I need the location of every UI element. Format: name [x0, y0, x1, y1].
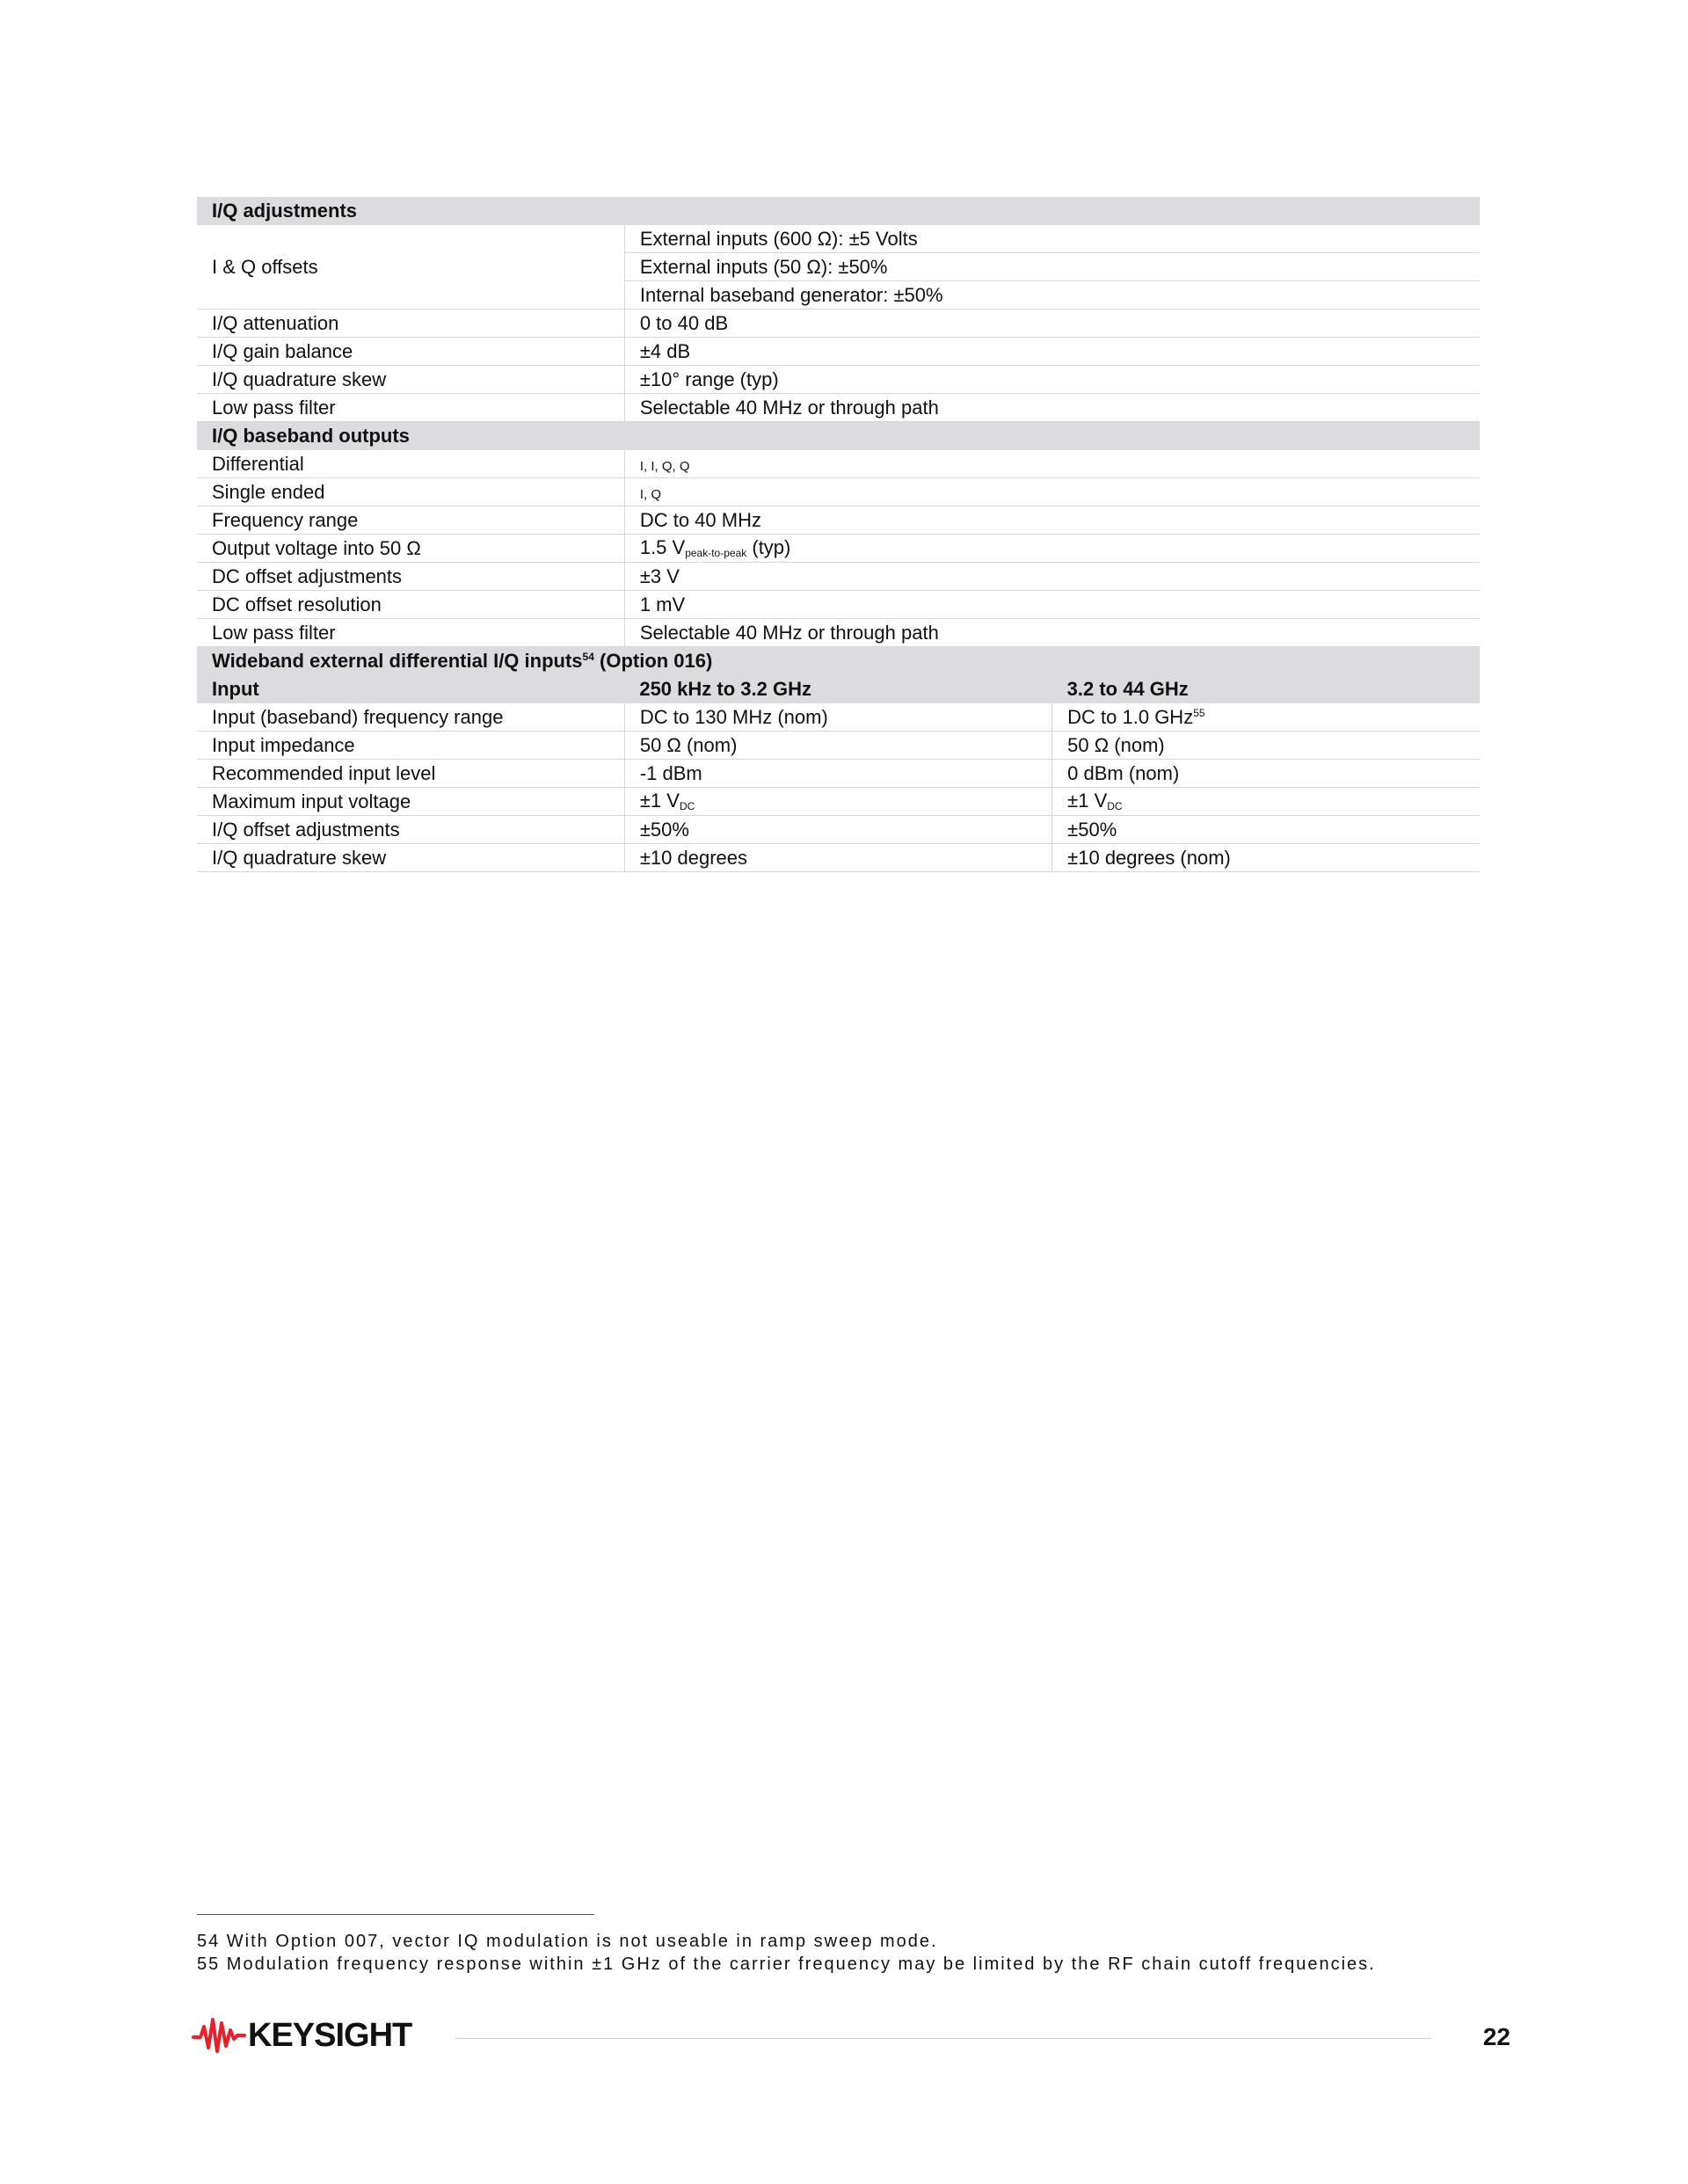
column-header-low-band: 250 kHz to 3.2 GHz	[624, 675, 1051, 703]
footnote-divider	[197, 1914, 594, 1915]
row-label: DC offset adjustments	[197, 563, 624, 591]
row-label: I/Q quadrature skew	[197, 844, 624, 872]
row-label: Low pass filter	[197, 619, 624, 647]
table-row	[197, 732, 1480, 760]
max-voltage-high: ±1 V	[1067, 790, 1108, 812]
output-voltage-main: 1.5 V	[639, 536, 686, 558]
row-label: Maximum input voltage	[197, 788, 624, 816]
table-row	[197, 506, 1480, 535]
footnote-55: 55 Modulation frequency response within ±1 GHz of the carrier frequency may be limited by the RF chain cutoff frequencies.	[197, 1955, 1376, 1974]
row-label: Input impedance	[197, 732, 624, 760]
row-label: DC offset resolution	[197, 591, 624, 619]
row-label: Frequency range	[197, 506, 624, 535]
table-row	[197, 844, 1480, 872]
table-row	[197, 225, 1480, 253]
row-label: Low pass filter	[197, 394, 624, 422]
table-row	[197, 478, 1480, 506]
table-row	[197, 563, 1480, 591]
table-row	[197, 450, 1480, 478]
column-header-row	[197, 675, 1480, 703]
row-value: Selectable 40 MHz or through path	[624, 394, 1480, 422]
section-header-iq-adjustments	[197, 197, 1480, 225]
single-ended-value: I, Q	[639, 486, 661, 502]
footnote-54: 54 With Option 007, vector IQ modulation is not useable in ramp sweep mode.	[197, 1932, 938, 1951]
section-header-wideband-inputs	[197, 647, 1480, 675]
row-value-high	[1052, 703, 1480, 732]
table-row	[197, 591, 1480, 619]
row-value: ±4 dB	[624, 338, 1480, 366]
row-label: Input (baseband) frequency range	[197, 703, 624, 732]
row-value-low: DC to 130 MHz (nom)	[624, 703, 1051, 732]
column-header-input: Input	[197, 675, 624, 703]
row-value: Selectable 40 MHz or through path	[624, 619, 1480, 647]
table-row	[197, 619, 1480, 647]
section-title: I/Q baseband outputs	[197, 422, 1480, 450]
max-voltage-low-subscript: DC	[679, 800, 695, 812]
footer-divider	[455, 2038, 1431, 2039]
table-row	[197, 788, 1480, 816]
row-value: External inputs (50 Ω): ±50%	[624, 253, 1480, 281]
row-value: 0 to 40 dB	[624, 309, 1480, 338]
row-value-high: ±50%	[1052, 816, 1480, 844]
section-header-iq-baseband-outputs	[197, 422, 1480, 450]
row-value-low	[624, 788, 1051, 816]
table-row	[197, 760, 1480, 788]
row-label: I/Q attenuation	[197, 309, 624, 338]
row-value-high: ±10 degrees (nom)	[1052, 844, 1480, 872]
table-row	[197, 309, 1480, 338]
row-value: External inputs (600 Ω): ±5 Volts	[624, 225, 1480, 253]
output-voltage-tail: (typ)	[746, 536, 791, 558]
footnotes	[197, 1930, 1516, 1976]
row-label: Single ended	[197, 478, 624, 506]
logo-wordmark: KEYSIGHT	[248, 2016, 412, 2054]
output-voltage-subscript: peak-to-peak	[685, 547, 747, 559]
row-label: I/Q offset adjustments	[197, 816, 624, 844]
row-value-high: 50 Ω (nom)	[1052, 732, 1480, 760]
row-label: Differential	[197, 450, 624, 478]
keysight-logo	[192, 2016, 411, 2055]
row-value-low: -1 dBm	[624, 760, 1051, 788]
row-value-low: 50 Ω (nom)	[624, 732, 1051, 760]
column-header-high-band: 3.2 to 44 GHz	[1052, 675, 1480, 703]
table-row	[197, 394, 1480, 422]
row-value-low: ±10 degrees	[624, 844, 1051, 872]
row-value: ±3 V	[624, 563, 1480, 591]
table-row	[197, 535, 1480, 563]
row-label: I/Q gain balance	[197, 338, 624, 366]
row-label: I/Q quadrature skew	[197, 366, 624, 394]
row-value: ±10° range (typ)	[624, 366, 1480, 394]
row-label: Output voltage into 50 Ω	[197, 535, 624, 563]
row-value: 1 mV	[624, 591, 1480, 619]
row-value	[624, 478, 1480, 506]
freq-range-high: DC to 1.0 GHz	[1067, 705, 1194, 728]
table-row	[197, 366, 1480, 394]
max-voltage-low: ±1 V	[639, 790, 680, 812]
row-value-low: ±50%	[624, 816, 1051, 844]
page-number: 22	[1482, 2023, 1510, 2050]
row-label: Recommended input level	[197, 760, 624, 788]
table-row	[197, 703, 1480, 732]
row-value	[624, 535, 1480, 563]
footnote-ref-54: 54	[582, 650, 594, 663]
table-row	[197, 338, 1480, 366]
row-value	[624, 450, 1480, 478]
footnote-ref-55: 55	[1193, 706, 1205, 719]
spec-table	[197, 197, 1480, 872]
section-title: I/Q adjustments	[197, 197, 1480, 225]
row-value: Internal baseband generator: ±50%	[624, 281, 1480, 309]
row-value: DC to 40 MHz	[624, 506, 1480, 535]
row-value-high	[1052, 788, 1480, 816]
max-voltage-high-subscript: DC	[1107, 800, 1123, 812]
row-label: I & Q offsets	[197, 225, 624, 309]
wideband-title-option: (Option 016)	[593, 649, 713, 672]
section-title	[197, 647, 1480, 675]
table-row	[197, 816, 1480, 844]
differential-value: I, I, Q, Q	[639, 458, 690, 474]
keysight-wave-icon	[192, 2016, 246, 2055]
wideband-title: Wideband external differential I/Q inputs	[212, 649, 583, 672]
row-value-high: 0 dBm (nom)	[1052, 760, 1480, 788]
